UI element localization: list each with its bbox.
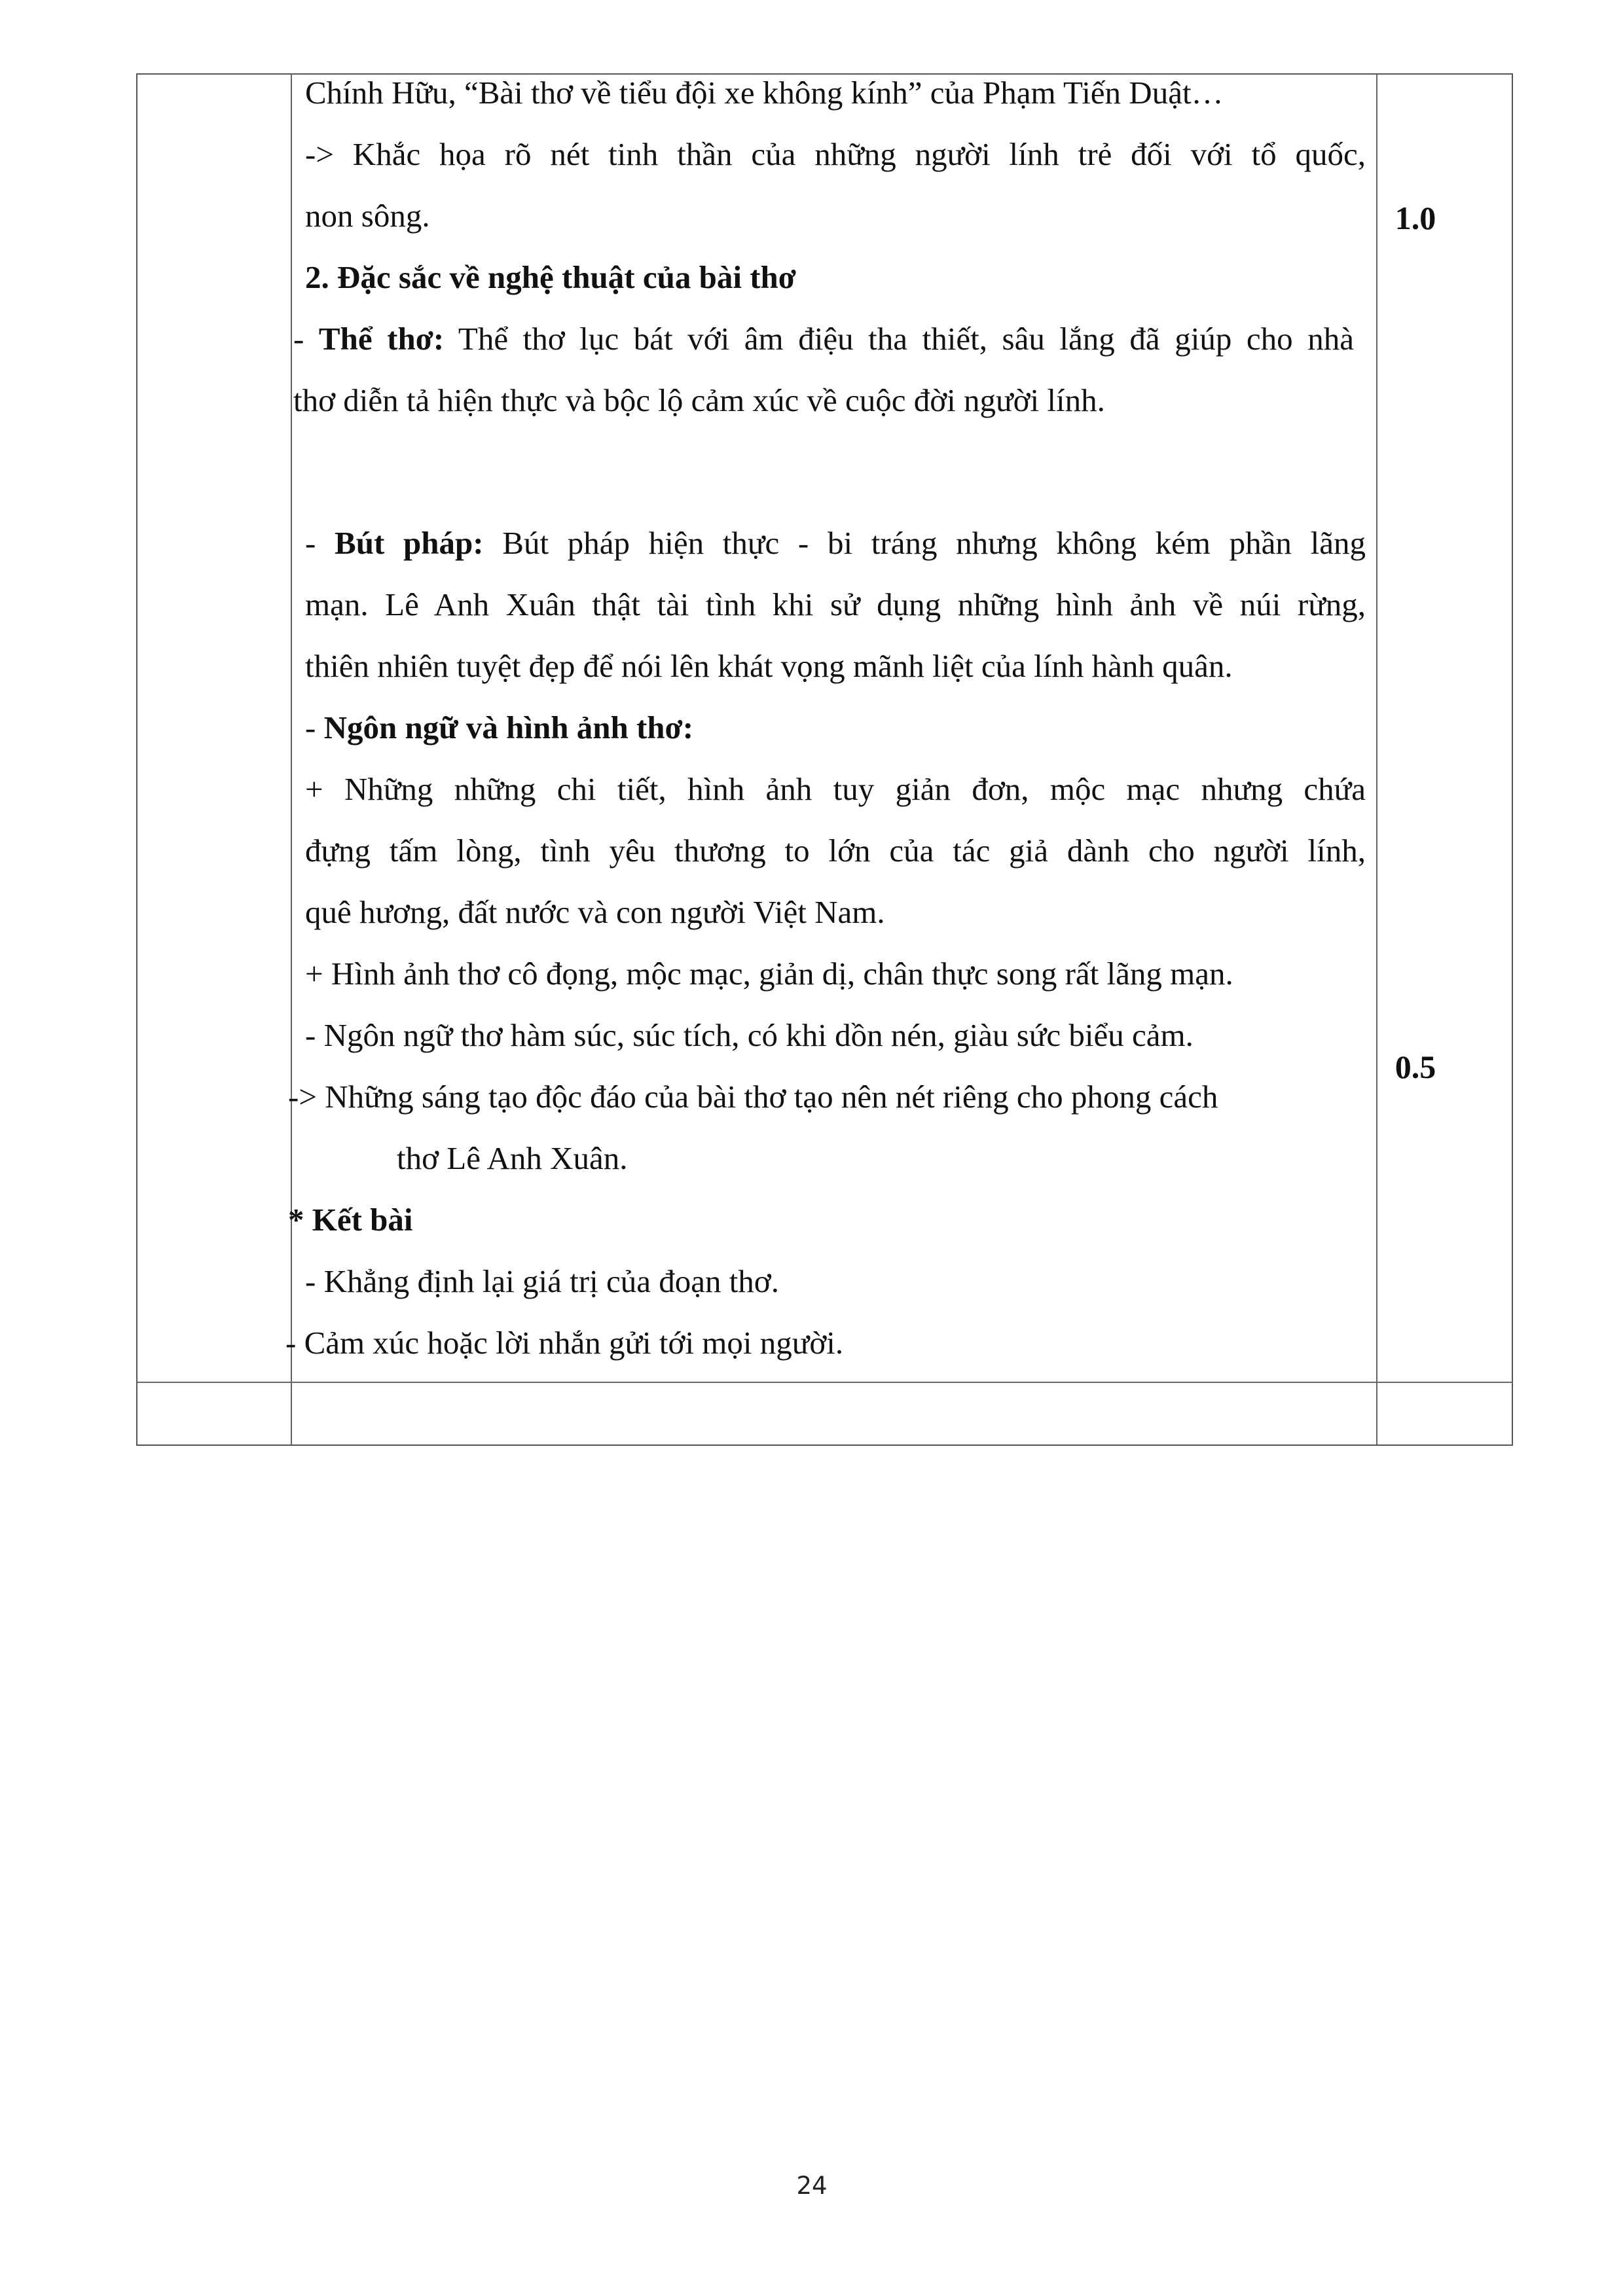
page-number: 24 [796,2172,828,2200]
text-line: quê hương, đất nước và con người Việt Nam. [305,894,885,930]
text-line: + Hình ảnh thơ cô đọng, mộc mạc, giản dị, chân thực song rất lãng mạn. [305,956,1233,992]
text-line: + Những những chi tiết, hình ảnh tuy giản đơn, mộc mạc nhưng chứa [305,771,1366,807]
section-heading: 2. Đặc sắc về nghệ thuật của bài thơ [305,259,796,295]
text-line: thiên nhiên tuyệt đẹp để nói lên khát vọng mãnh liệt của lính hành quân. [305,648,1233,684]
text-line: -> Những sáng tạo độc đáo của bài thơ tạo nên nét riêng cho phong cách [288,1079,1218,1115]
text-line: - Khẳng định lại giá trị của đoạn thơ. [305,1263,779,1299]
text-line: non sông. [305,198,430,234]
text-line: -> Khắc họa rõ nét tinh thần của những người lính trẻ đối với tổ quốc, [305,136,1366,172]
paragraph-but-phap: - Bút pháp: Bút pháp hiện thực - bi tráng nhưng không kém phần lãng [305,525,1366,561]
score-2: 0.5 [1395,1049,1436,1085]
the-tho-label: Thể thơ: [318,321,445,357]
text-line: - Cảm xúc hoặc lời nhắn gửi tới mọi người. [285,1325,844,1361]
text-line: - Ngôn ngữ thơ hàm súc, súc tích, có khi dồn nén, giàu sức biểu cảm. [305,1017,1194,1053]
text-line: thơ Lê Anh Xuân. [397,1140,628,1176]
but-phap-label: Bút pháp: [335,525,484,561]
row-divider [137,1382,1512,1383]
text-line: thơ diễn tả hiện thực và bộc lộ cảm xúc về cuộc đời người lính. [293,382,1105,418]
ngon-ngu-label: Ngôn ngữ và hình ảnh thơ: [323,709,694,745]
score-1: 1.0 [1395,200,1436,236]
paragraph-ngon-ngu: - Ngôn ngữ và hình ảnh thơ: [305,709,694,745]
text-line: mạn. Lê Anh Xuân thật tài tình khi sử dụng những hình ảnh về núi rừng, [305,586,1366,622]
section-heading: * Kết bài [288,1202,413,1238]
text-line: Chính Hữu, “Bài thơ về tiểu đội xe không kính” của Phạm Tiến Duật… [305,75,1224,111]
text-line: đựng tấm lòng, tình yêu thương to lớn của tác giả dành cho người lính, [305,833,1366,869]
paragraph-the-tho: - Thể thơ: Thể thơ lục bát với âm điệu tha thiết, sâu lắng đã giúp cho nhà [293,321,1354,357]
column-divider-right [1376,75,1377,1444]
